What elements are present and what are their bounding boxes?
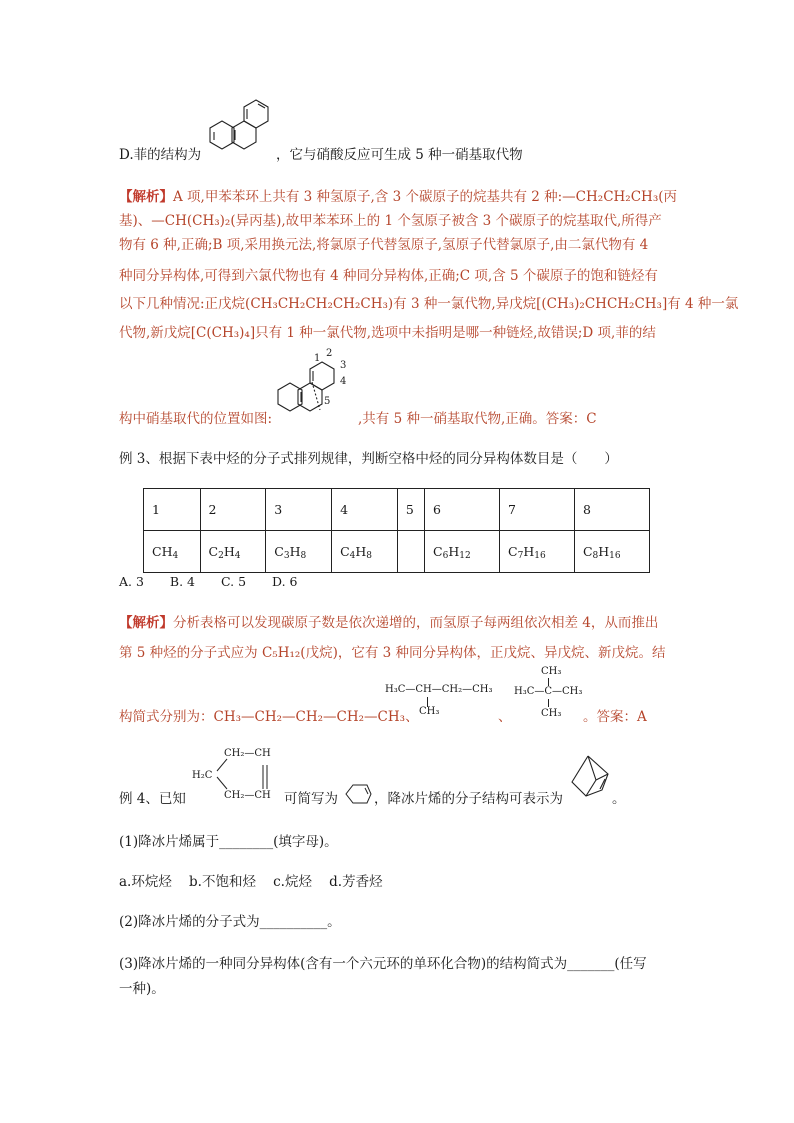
neopentane-top: CH₃ — [541, 666, 562, 677]
table-cell: 8 — [574, 489, 649, 531]
position-label-3: 3 — [340, 360, 347, 371]
table-cell: 1 — [144, 489, 201, 531]
example4-end: 。 — [612, 791, 626, 807]
option-d-suffix: ，它与硝酸反应可生成 5 种一硝基取代物 — [276, 147, 523, 163]
choice-a: A. 3 — [119, 574, 144, 589]
isopentane-main-chain: H₃C—CH—CH₂—CH₃ — [385, 684, 493, 695]
table-row-formulas — [144, 531, 650, 573]
analysis1-line7-prefix: 构中硝基取代的位置如图: — [119, 411, 273, 427]
isopentane-branch: CH₃ — [419, 706, 440, 717]
q1-option-a: a.环烷烃 — [119, 874, 172, 890]
table-cell: 6 — [425, 489, 500, 531]
q1-option-b: b.不饱和烃 — [189, 874, 256, 890]
phenanthrene-structure-icon — [210, 96, 278, 162]
q3-line2: 一种)。 — [119, 981, 165, 997]
analysis1-line4: 种同分异构体,可得到六氯代物也有 4 种同分异构体,正确;C 项,含 5 个碳原子的饱和链烃有 — [119, 268, 658, 284]
example3-question: 例 3、根据下表中烃的分子式排列规律，判断空格中烃的同分异构体数目是（ ） — [119, 451, 618, 467]
analysis1-line3: 物有 6 种,正确;B 项,采用换元法,将氯原子代替氢原子,氢原子代替氯原子,由二氯代物有 4 — [119, 237, 649, 253]
analysis2-line3-prefix: 构简式分别为：CH₃—CH₂—CH₂—CH₂—CH₃、 — [119, 709, 419, 725]
table-cell-formula: $CH_4$ — [144, 531, 201, 573]
example4-mid: 可简写为 — [284, 791, 338, 807]
q2: (2)降冰片烯的分子式为__________。 — [119, 914, 341, 930]
formula-table — [143, 488, 650, 573]
analysis2-line3-sep: 、 — [498, 709, 512, 725]
q1-options — [119, 873, 383, 891]
analysis-tag: 【解析】 — [119, 189, 173, 205]
neopentane-bottom: CH₃ — [541, 708, 562, 719]
analysis2-line2: 第 5 种烃的分子式应为 C₅H₁₂(戊烷)，它有 3 种同分异构体，正戊烷、异戊烷、新戊烷。结 — [119, 645, 666, 661]
table-cell-formula: $C_7H_{16}$ — [500, 531, 575, 573]
example3-choices — [119, 574, 320, 589]
example4-prefix: 例 4、已知 — [119, 791, 186, 807]
table-row-header — [144, 489, 650, 531]
norbornene-structure-icon — [566, 752, 616, 802]
cyclopentene-skeletal-icon — [344, 783, 372, 805]
neopentane-bond-bottom — [548, 699, 549, 707]
table-cell: 2 — [200, 489, 266, 531]
table-cell: 4 — [332, 489, 398, 531]
position-label-4: 4 — [340, 376, 347, 387]
position-label-1: 1 — [314, 353, 321, 364]
table-cell-formula: $C_2H_4$ — [200, 531, 266, 573]
example4-suffix: ，降冰片烯的分子结构可表示为 — [374, 791, 563, 807]
table-cell-formula: $C_6H_{12}$ — [425, 531, 500, 573]
analysis1-line5: 以下几种情况:正戊烷(CH₃CH₂CH₂CH₂CH₃)有 3 种一氯代物,异戊烷[(CH₃)₂CHCH₂CH₃]有 4 种一氯 — [119, 296, 739, 312]
ring-bonds-icon — [205, 755, 275, 797]
position-label-5: 5 — [324, 396, 331, 407]
neopentane-mid: H₃C—C—CH₃ — [514, 686, 583, 697]
analysis-tag: 【解析】 — [119, 615, 173, 631]
analysis1-line7-suffix: ,共有 5 种一硝基取代物,正确。答案：C — [358, 411, 597, 427]
table-cell: 5 — [397, 489, 424, 531]
q1-option-c: c.烷烃 — [273, 874, 312, 890]
ring-bottom: CH₂—CH — [224, 790, 271, 801]
table-cell-formula: $C_4H_8$ — [332, 531, 398, 573]
analysis1-line6: 代物,新戊烷[C(CH₃)₄]只有 1 种一氯代物,选项中未指明是哪一种链烃,故错误;D 项,菲的结 — [119, 325, 656, 341]
analysis2-line1: 分析表格可以发现碳原子数是依次递增的，而氢原子每两组依次相差 4，从而推出 — [173, 615, 659, 631]
q1: (1)降冰片烯属于________(填字母)。 — [119, 834, 338, 850]
table-cell-formula: $C_8H_{16}$ — [574, 531, 649, 573]
phenanthrene-numbered-structure-icon — [278, 348, 358, 418]
option-d-prefix: D.菲的结构为 — [119, 147, 202, 163]
table-cell: 3 — [266, 489, 332, 531]
position-label-2: 2 — [326, 348, 333, 359]
choice-c: C. 5 — [221, 574, 247, 589]
neopentane-bond-top — [548, 678, 549, 686]
analysis1-line1: A 项,甲苯苯环上共有 3 种氢原子,含 3 个碳原子的烷基共有 2 种:—CH₂CH₂CH₃(丙 — [173, 189, 677, 205]
table-cell-empty — [397, 531, 424, 573]
analysis2-line3-suffix: 。答案：A — [583, 709, 647, 725]
q1-option-d: d.芳香烃 — [329, 874, 383, 890]
ring-left: H₂C — [192, 770, 213, 781]
analysis1-line2: 基)、—CH(CH₃)₂(异丙基),故甲苯苯环上的 1 个氢原子被含 3 个碳原子的烷基取代,所得产 — [119, 213, 662, 229]
table-cell: 7 — [500, 489, 575, 531]
choice-b: B. 4 — [169, 574, 196, 589]
choice-d: D. 6 — [272, 574, 298, 589]
q3-line1: (3)降冰片烯的一种同分异构体(含有一个六元环的单环化合物)的结构简式为_______(任写 — [119, 956, 647, 972]
ring-top: CH₂—CH — [224, 748, 271, 759]
table-cell-formula: $C_3H_8$ — [266, 531, 332, 573]
